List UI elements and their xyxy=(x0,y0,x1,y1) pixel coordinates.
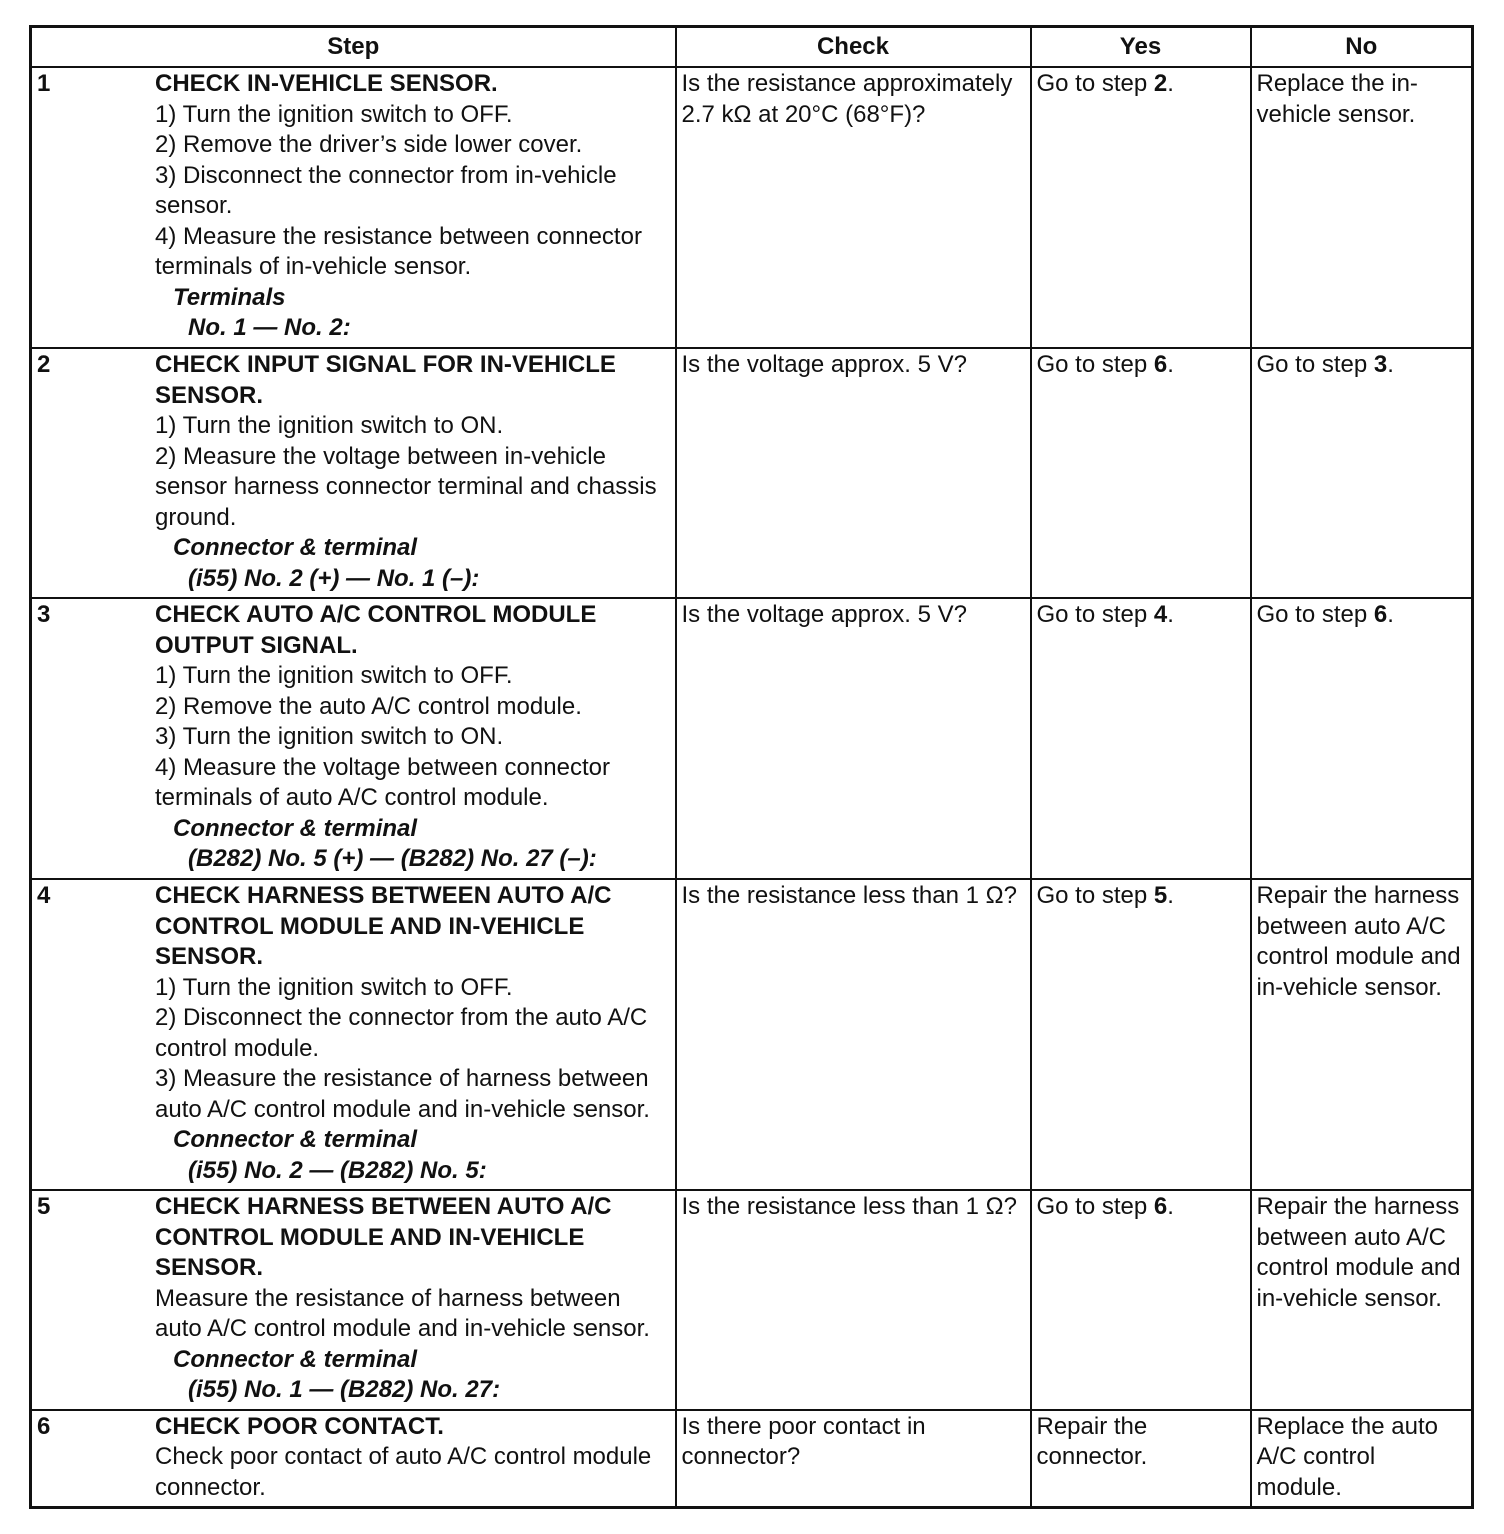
spec-label: Connector & terminal xyxy=(173,1126,418,1153)
no-text: Repair the harness between auto A/C control module and in-vehicle sensor. xyxy=(1256,1193,1461,1312)
check-cell: Is the voltage approx. 5 V? xyxy=(676,598,1031,879)
table-row xyxy=(31,1190,1473,1410)
step-number: 2 xyxy=(37,351,51,378)
no-cell xyxy=(1251,1410,1473,1508)
check-cell: Is the resistance approximately 2.7 kΩ at 20°C (68°F)? xyxy=(676,67,1031,348)
yes-cell xyxy=(1031,598,1251,879)
diagnostic-table xyxy=(29,25,1474,1509)
yes-suffix: . xyxy=(1167,882,1174,909)
step-cell xyxy=(31,67,676,348)
check-cell: Is there poor contact in connector? xyxy=(676,1410,1031,1508)
yes-text: Go to step xyxy=(1036,601,1154,628)
step-title: CHECK POOR CONTACT. xyxy=(155,1412,444,1440)
no-text: Go to step xyxy=(1256,351,1374,378)
no-text: Replace the in-vehicle sensor. xyxy=(1256,70,1418,128)
table-row xyxy=(31,598,1473,879)
spec-label: Connector & terminal xyxy=(173,814,418,842)
yes-text: Go to step xyxy=(1036,1193,1154,1220)
spec-value: No. 1 — No. 2: xyxy=(188,314,351,341)
step-instruction: 3) Disconnect the connector from in-vehicle sensor. xyxy=(155,161,617,219)
no-suffix: . xyxy=(1387,351,1394,378)
table-row xyxy=(31,1410,1473,1508)
step-cell xyxy=(31,879,676,1190)
check-cell: Is the voltage approx. 5 V? xyxy=(676,348,1031,598)
yes-text: Go to step xyxy=(1036,882,1154,909)
check-cell: Is the resistance less than 1 Ω? xyxy=(676,879,1031,1190)
spec-label: Terminals xyxy=(173,283,286,311)
step-instruction: 3) Measure the resistance of harness between auto A/C control module and in-vehicle sensor. xyxy=(155,1065,650,1123)
spec-value: (i55) No. 2 (+) — No. 1 (–): xyxy=(188,564,480,592)
step-instruction: Check poor contact of auto A/C control module connector. xyxy=(155,1443,652,1501)
check-cell: Is the resistance less than 1 Ω? xyxy=(676,1190,1031,1410)
spec-label: Connector & terminal xyxy=(173,534,418,561)
step-instruction: 1) Turn the ignition switch to ON. xyxy=(155,412,504,439)
yes-step-number: 4 xyxy=(1153,601,1168,628)
step-instruction: 4) Measure the voltage between connector terminals of auto A/C control module. xyxy=(155,753,610,811)
yes-text: Repair the connector. xyxy=(1036,1412,1148,1470)
yes-cell xyxy=(1031,879,1251,1190)
step-title: CHECK HARNESS BETWEEN AUTO A/C CONTROL MODULE AND IN-VEHICLE SENSOR. xyxy=(155,882,612,970)
table-row xyxy=(31,67,1473,348)
step-instruction: 1) Turn the ignition switch to OFF. xyxy=(155,973,513,1001)
step-instruction: 4) Measure the resistance between connector terminals of in-vehicle sensor. xyxy=(155,222,642,280)
no-suffix: . xyxy=(1387,601,1394,628)
spec-label: Connector & terminal xyxy=(173,1345,418,1373)
step-instruction: 3) Turn the ignition switch to ON. xyxy=(155,723,504,750)
spec-value: (i55) No. 1 — (B282) No. 27: xyxy=(188,1376,501,1403)
spec-value: (i55) No. 2 — (B282) No. 5: xyxy=(188,1156,487,1184)
step-number: 5 xyxy=(37,1193,51,1220)
table-row xyxy=(31,348,1473,598)
step-number: 4 xyxy=(37,882,51,909)
no-text: Repair the harness between auto A/C control module and in-vehicle sensor. xyxy=(1256,882,1461,1001)
step-instruction: 2) Remove the driver’s side lower cover. xyxy=(155,131,583,158)
yes-cell xyxy=(1031,67,1251,348)
step-instruction: 2) Measure the voltage between in-vehicle sensor harness connector terminal and chassis ground. xyxy=(155,442,657,531)
yes-text: Go to step xyxy=(1036,351,1154,378)
step-instruction: 1) Turn the ignition switch to OFF. xyxy=(155,662,513,689)
no-text: Go to step xyxy=(1256,601,1374,628)
no-cell xyxy=(1251,1190,1473,1410)
yes-suffix: . xyxy=(1167,351,1174,378)
yes-cell xyxy=(1031,1190,1251,1410)
header-check: Check xyxy=(676,27,1031,68)
no-step-number: 3 xyxy=(1373,351,1388,378)
table-header-row xyxy=(31,27,1473,68)
step-instruction: 1) Turn the ignition switch to OFF. xyxy=(155,100,513,128)
step-instruction: 2) Remove the auto A/C control module. xyxy=(155,692,582,720)
step-cell xyxy=(31,1190,676,1410)
step-instruction: Measure the resistance of harness between auto A/C control module and in-vehicle sensor. xyxy=(155,1284,650,1342)
step-cell xyxy=(31,348,676,598)
step-title: CHECK AUTO A/C CONTROL MODULE OUTPUT SIGNAL. xyxy=(155,601,597,659)
step-number: 1 xyxy=(37,70,51,97)
yes-suffix: . xyxy=(1167,1193,1174,1220)
yes-step-number: 5 xyxy=(1153,882,1168,909)
header-step: Step xyxy=(31,27,676,68)
yes-step-number: 6 xyxy=(1153,1193,1168,1220)
yes-suffix: . xyxy=(1167,70,1174,97)
yes-suffix: . xyxy=(1167,601,1174,628)
header-no: No xyxy=(1251,27,1473,68)
step-title: CHECK IN-VEHICLE SENSOR. xyxy=(155,70,498,97)
yes-text: Go to step xyxy=(1036,70,1154,97)
step-cell xyxy=(31,1410,676,1508)
no-text: Replace the auto A/C control module. xyxy=(1256,1412,1438,1501)
step-title: CHECK INPUT SIGNAL FOR IN-VEHICLE SENSOR. xyxy=(155,351,616,409)
step-cell xyxy=(31,598,676,879)
step-number: 6 xyxy=(37,1412,51,1440)
table-row xyxy=(31,879,1473,1190)
step-instruction: 2) Disconnect the connector from the auto A/C control module. xyxy=(155,1004,648,1062)
step-number: 3 xyxy=(37,601,51,628)
no-cell xyxy=(1251,67,1473,348)
no-step-number: 6 xyxy=(1373,601,1388,628)
yes-step-number: 6 xyxy=(1153,351,1168,378)
no-cell xyxy=(1251,598,1473,879)
yes-cell xyxy=(1031,348,1251,598)
no-cell xyxy=(1251,348,1473,598)
no-cell xyxy=(1251,879,1473,1190)
step-title: CHECK HARNESS BETWEEN AUTO A/C CONTROL MODULE AND IN-VEHICLE SENSOR. xyxy=(155,1193,612,1281)
yes-cell xyxy=(1031,1410,1251,1508)
header-yes: Yes xyxy=(1031,27,1251,68)
yes-step-number: 2 xyxy=(1153,70,1168,97)
spec-value: (B282) No. 5 (+) — (B282) No. 27 (–): xyxy=(188,845,597,872)
